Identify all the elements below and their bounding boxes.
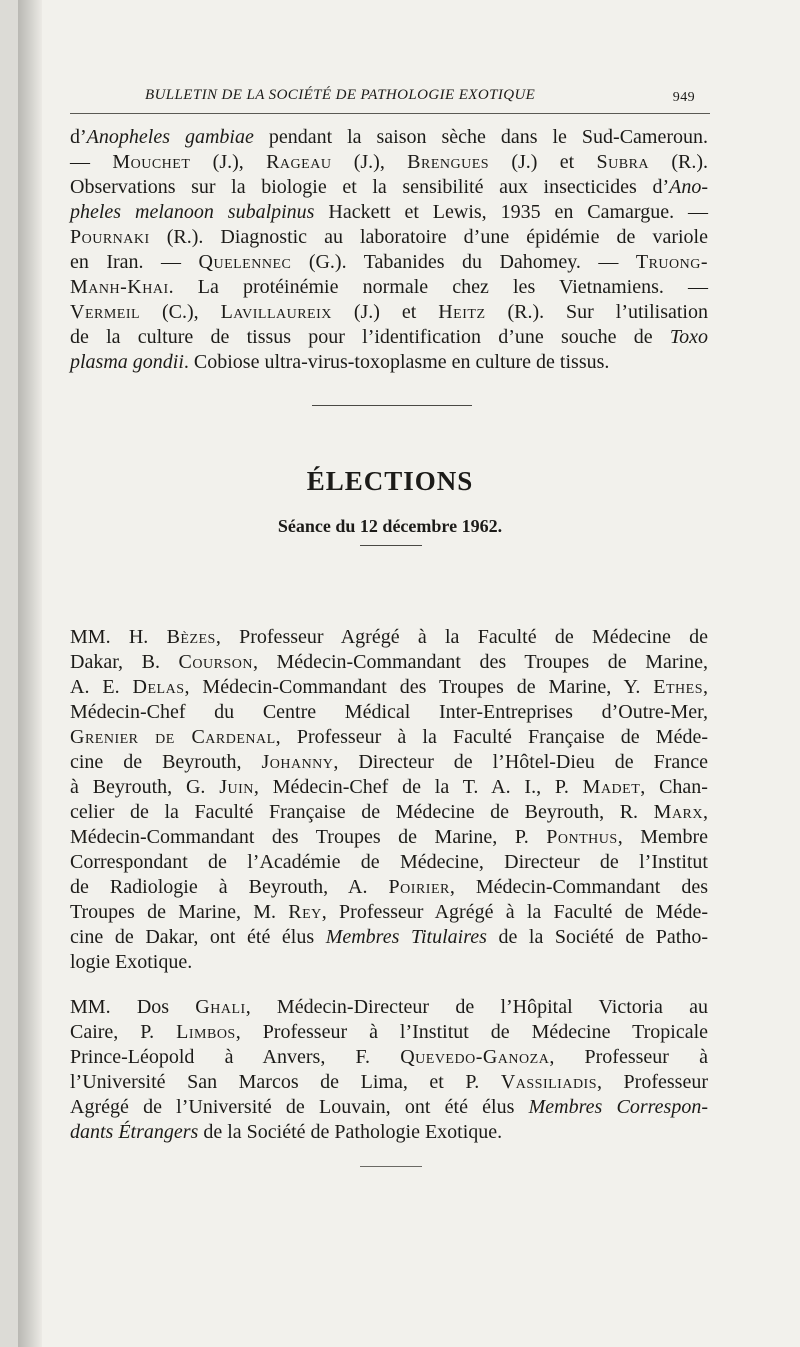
text-line: [70, 1120, 708, 1145]
text-run: , Directeur de l’Hôtel-Dieu de France: [333, 751, 708, 773]
text-line: [70, 125, 708, 150]
text-run: . Cobiose ultra-virus-toxoplasme en culture de tissus.: [183, 351, 610, 373]
text-run: en Iran. —: [70, 251, 199, 273]
subtitle-rule: [360, 545, 422, 546]
author-name: Truong-: [635, 251, 709, 273]
author-name: Grenier de Cardenal: [70, 726, 276, 748]
text-run: —: [70, 151, 113, 173]
text-line: [70, 900, 708, 925]
italic-text: Membres Titulaires: [325, 926, 487, 948]
italic-text: Toxo: [669, 326, 708, 348]
author-name: Quevedo-Ganoza: [400, 1046, 550, 1068]
text-run: Observations sur la biologie et la sensibilité aux insecticides d’: [70, 176, 670, 198]
author-name: Quelennec: [198, 251, 292, 273]
text-run: , Professeur à l’Institut de Médecine Tropicale: [235, 1021, 708, 1043]
author-name: Marx: [653, 801, 703, 823]
author-name: Pournaki: [70, 226, 150, 248]
text-line: [70, 250, 708, 275]
text-run: celier de la Faculté Française de Médecine de Beyrouth, R.: [70, 801, 654, 823]
text-run: MM. Dos: [70, 996, 196, 1018]
text-run: , Médecin-Commandant des: [449, 876, 708, 898]
text-line: [70, 750, 708, 775]
text-run: Prince-Léopold à Anvers, F.: [70, 1046, 401, 1068]
text-line: [70, 275, 708, 300]
text-line: [70, 175, 708, 200]
author-name: Limbos: [176, 1021, 236, 1043]
text-line: [70, 300, 708, 325]
text-run: , Médecin-Commandant des Troupes de Marine,: [252, 651, 708, 673]
italic-text: Anopheles gambiae: [86, 126, 254, 148]
text-line: [70, 1020, 708, 1045]
text-run: cine de Dakar, ont été élus: [70, 926, 326, 948]
author-name: Lavillaureix: [220, 301, 332, 323]
text-run: d’: [70, 126, 87, 148]
text-line: [70, 800, 708, 825]
header-rule: [70, 113, 710, 114]
author-name: Madet: [582, 776, 641, 798]
text-line: [70, 700, 708, 725]
text-line: [70, 225, 708, 250]
section-title: ÉLECTIONS: [306, 466, 474, 496]
author-name: Courson: [178, 651, 253, 673]
text-line: [70, 650, 708, 675]
author-name: Rey: [288, 901, 322, 923]
text-line: [70, 825, 708, 850]
text-run: Agrégé de l’Université de Louvain, ont été élus: [70, 1096, 529, 1118]
page-binding-shadow: [18, 0, 42, 1347]
author-name: Subra: [596, 151, 650, 173]
text-line: [70, 625, 708, 650]
text-run: (R.).: [649, 151, 709, 173]
text-run: de Radiologie à Beyrouth, A.: [70, 876, 389, 898]
section-separator: [312, 405, 472, 406]
text-run: . La protéinémie normale chez les Vietnamiens. —: [168, 276, 708, 298]
italic-text: Membres Correspon-: [528, 1096, 708, 1118]
author-name: Ethes: [653, 676, 703, 698]
author-name: Bèzes: [166, 626, 216, 648]
author-name: Vassiliadis: [500, 1071, 597, 1093]
author-name: Juin: [219, 776, 254, 798]
italic-text: pheles melanoon subalpinus: [70, 201, 315, 223]
text-run: Caire, P.: [70, 1021, 177, 1043]
text-run: cine de Beyrouth,: [70, 751, 262, 773]
author-name: Johanny: [261, 751, 334, 773]
bibliography-paragraph: [70, 125, 708, 375]
text-run: ,: [703, 676, 708, 698]
session-date: Séance du 12 décembre 1962.: [277, 516, 503, 536]
text-run: (J.) et: [489, 151, 597, 173]
elections-titular-paragraph: [70, 625, 708, 975]
end-rule: [360, 1166, 422, 1167]
text-line: [70, 850, 708, 875]
text-run: , Chan-: [640, 776, 708, 798]
text-run: , Professeur Agrégé à la Faculté de Médecine de: [215, 626, 708, 648]
text-line: [70, 675, 708, 700]
italic-text: Ano-: [669, 176, 708, 198]
text-run: Dakar, B.: [70, 651, 179, 673]
text-run: de la culture de tissus pour l’identification d’une souche de: [70, 326, 670, 348]
text-run: de la Société de Pathologie Exotique.: [198, 1121, 503, 1143]
text-run: Médecin-Commandant des Troupes de Marine, P.: [70, 826, 547, 848]
text-run: Correspondant de l’Académie de Médecine, Directeur de l’Institut: [70, 851, 708, 873]
text-run: Troupes de Marine, M.: [70, 901, 289, 923]
text-run: , Médecin-Chef de la T. A. I., P.: [253, 776, 583, 798]
text-run: Hackett et Lewis, 1935 en Camargue. —: [314, 201, 709, 223]
text-run: , Professeur à: [549, 1046, 708, 1068]
text-run: , Médecin-Directeur de l’Hôpital Victoria au: [245, 996, 708, 1018]
italic-text: plasma gondii: [70, 351, 184, 373]
text-line: [70, 775, 708, 800]
text-run: (J.),: [331, 151, 408, 173]
author-name: Delas: [132, 676, 185, 698]
text-line: [70, 925, 708, 950]
text-line: [70, 350, 708, 375]
text-run: A. E.: [70, 676, 133, 698]
text-run: de la Société de Patho-: [486, 926, 708, 948]
text-run: MM. H.: [70, 626, 167, 648]
text-line: [70, 875, 708, 900]
author-name: Ghali: [195, 996, 246, 1018]
text-run: , Médecin-Commandant des Troupes de Marine, Y.: [184, 676, 654, 698]
text-run: à Beyrouth, G.: [70, 776, 220, 798]
author-name: Heitz: [438, 301, 486, 323]
text-run: l’Université San Marcos de Lima, et P.: [70, 1071, 501, 1093]
text-run: (R.). Diagnostic au laboratoire d’une épidémie de variole: [149, 226, 708, 248]
author-name: Ponthus: [546, 826, 618, 848]
text-line: [70, 995, 708, 1020]
text-run: , Membre: [617, 826, 708, 848]
elections-correspondents-paragraph: [70, 995, 708, 1145]
text-run: , Professeur Agrégé à la Faculté de Méde-: [321, 901, 708, 923]
text-line: [70, 950, 708, 975]
page-number: 949: [672, 90, 695, 105]
text-run: pendant la saison sèche dans le Sud-Cameroun.: [253, 126, 708, 148]
journal-title: BULLETIN DE LA SOCIÉTÉ DE PATHOLOGIE EXOTIQUE: [145, 87, 536, 103]
text-run: (J.) et: [331, 301, 439, 323]
author-name: Brengues: [407, 151, 490, 173]
author-name: Mouchet: [112, 151, 191, 173]
text-line: [70, 150, 708, 175]
author-name: Manh-Khai: [70, 276, 169, 298]
author-name: Poirier: [388, 876, 450, 898]
text-run: (J.),: [190, 151, 267, 173]
author-name: Vermeil: [70, 301, 141, 323]
text-run: (R.). Sur l’utilisation: [485, 301, 708, 323]
text-line: [70, 1070, 708, 1095]
text-run: logie Exotique.: [70, 951, 193, 973]
text-run: (G.). Tabanides du Dahomey. —: [291, 251, 636, 273]
text-line: [70, 325, 708, 350]
text-run: , Professeur: [597, 1071, 708, 1093]
text-line: [70, 200, 708, 225]
text-line: [70, 1095, 708, 1120]
italic-text: dants Étrangers: [70, 1121, 199, 1143]
text-run: ,: [703, 801, 708, 823]
text-line: [70, 1045, 708, 1070]
text-run: Médecin-Chef du Centre Médical Inter-Entreprises d’Outre-Mer,: [70, 701, 708, 723]
author-name: Rageau: [266, 151, 332, 173]
text-run: (C.),: [140, 301, 221, 323]
text-line: [70, 725, 708, 750]
text-run: , Professeur à la Faculté Française de Méde-: [275, 726, 708, 748]
